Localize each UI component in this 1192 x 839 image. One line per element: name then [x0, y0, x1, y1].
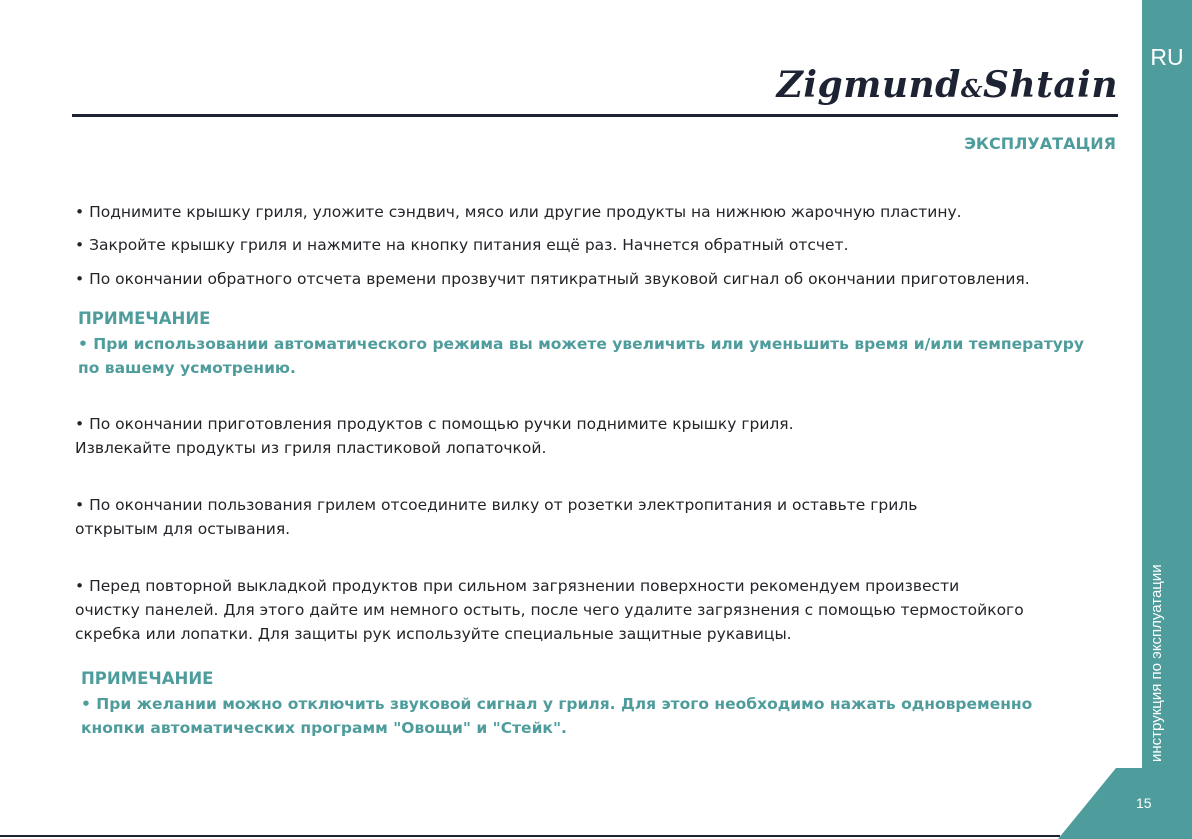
paragraph-remove-food: • По окончании приготовления продуктов с помощью ручки поднимите крышку гриля. [75, 415, 794, 433]
paragraph-unplug-cont: открытым для остывания. [75, 520, 291, 538]
paragraph-unplug: • По окончании пользования грилем отсоедините вилку от розетки электропитания и оставьте гриль [75, 496, 918, 514]
paragraph-lift-lid: • Поднимите крышку гриля, уложите сэндвич, мясо или другие продукты на нижнюю жарочную пластину. [75, 203, 962, 221]
page-corner-shape [1058, 768, 1192, 839]
header-divider [72, 114, 1118, 117]
manual-vertical-label: инструкция по эксплуатации [1148, 564, 1165, 762]
note-text-line: • При желании можно отключить звуковой сигнал у гриля. Для этого необходимо нажать одновременно [81, 695, 1033, 713]
paragraph-cleaning: • Перед повторной выкладкой продуктов при сильном загрязнении поверхности рекомендуем произвести [75, 577, 960, 595]
note-text-line: кнопки автоматических программ "Овощи" и "Стейк". [81, 719, 567, 737]
logo-word-right: Shtain [983, 64, 1118, 106]
note-title: ПРИМЕЧАНИЕ [78, 309, 211, 328]
note-text-line: по вашему усмотрению. [78, 359, 296, 377]
logo-word-left: Zigmund [776, 64, 961, 106]
paragraph-cleaning-cont: скребка или лопатки. Для защиты рук используйте специальные защитные рукавицы. [75, 625, 792, 643]
language-label: RU [1150, 44, 1184, 70]
page-number: 15 [1136, 795, 1152, 811]
paragraph-cleaning-cont: очистку панелей. Для этого дайте им немного остыть, после чего удалите загрязнения с помощью термостойкого [75, 601, 1024, 619]
paragraph-countdown-end: • По окончании обратного отсчета времени прозвучит пятикратный звуковой сигнал об окончании приготовления. [75, 270, 1030, 288]
sidebar-strip [1142, 0, 1192, 768]
logo-ampersand: & [960, 74, 984, 103]
paragraph-close-lid: • Закройте крышку гриля и нажмите на кнопку питания ещё раз. Начнется обратный отсчет. [75, 236, 849, 254]
paragraph-remove-food-cont: Извлекайте продукты из гриля пластиковой лопаточкой. [75, 439, 547, 457]
note-text-line: • При использовании автоматического режима вы можете увеличить или уменьшить время и/или температуру [78, 335, 1084, 353]
section-title: ЭКСПЛУАТАЦИЯ [964, 134, 1116, 153]
brand-logo [777, 64, 1118, 106]
note-title: ПРИМЕЧАНИЕ [81, 669, 214, 688]
footer-divider [0, 835, 1060, 837]
